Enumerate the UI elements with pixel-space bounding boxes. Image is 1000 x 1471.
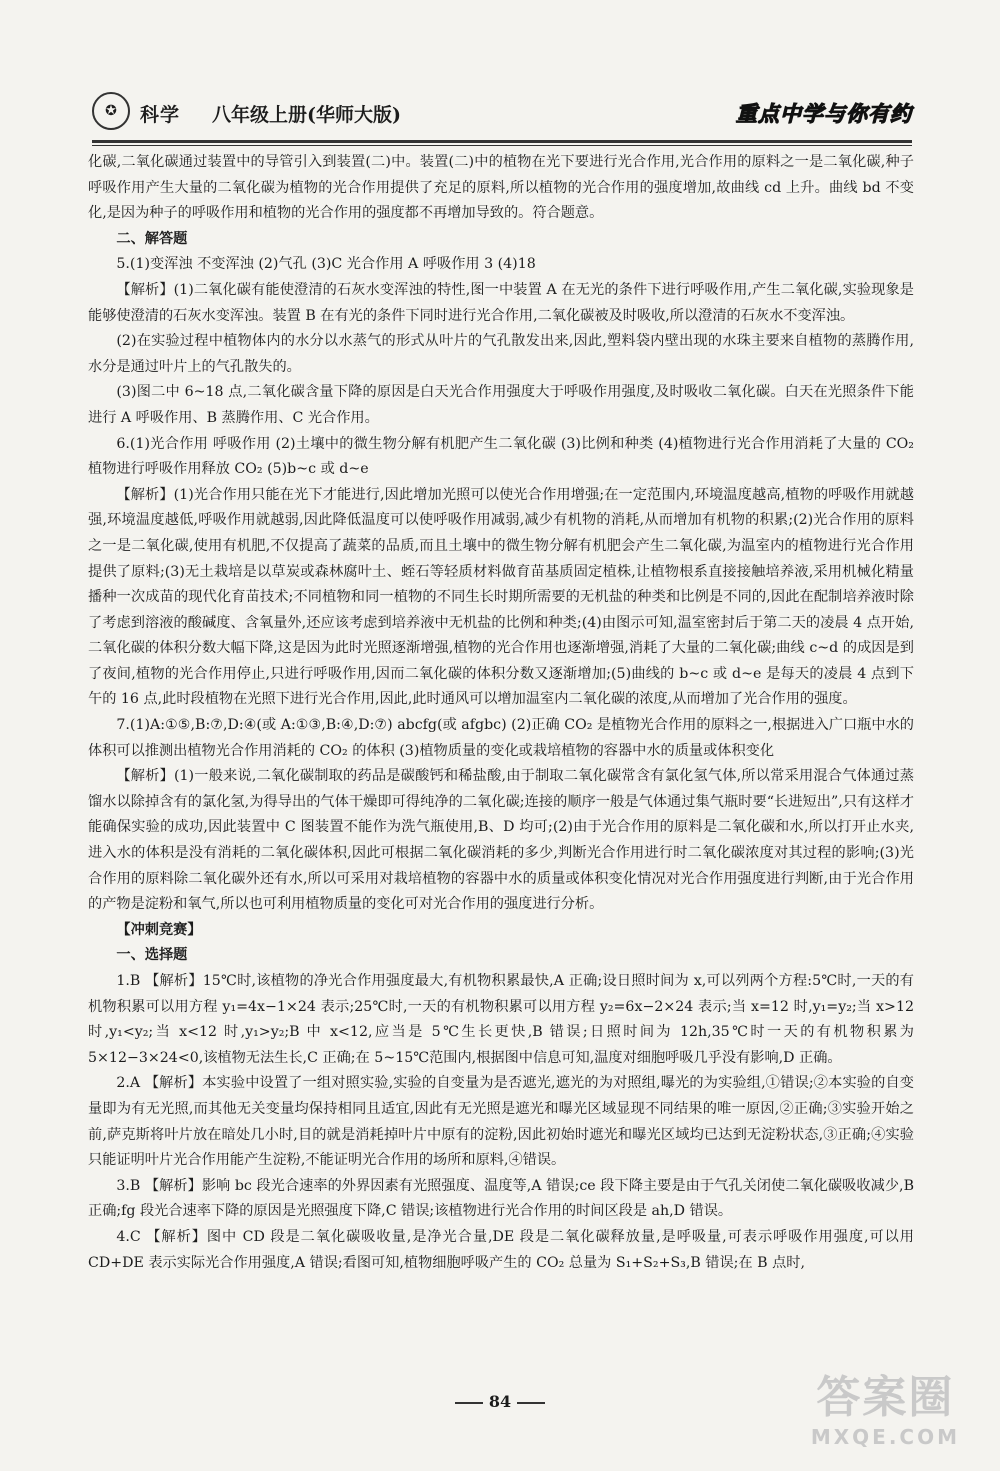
grade-title: 八年级上册(华师大版) [212,104,401,126]
ornament-right [517,1402,545,1404]
paragraph: 【解析】(1)二氧化碳有能使澄清的石灰水变浑浊的特性,图一中装置 A 在无光的条件下进行呼吸作用,产生二氧化碳,实验现象是能够使澄清的石灰水变浑浊。装置 B 在有光的条件下同时进行光合作用,二氧化碳被及时吸收,所以澄清的石灰水不变浑浊。 [88,281,914,324]
paragraph: 4.C 【解析】图中 CD 段是二氧化碳吸收量,是净光合量,DE 段是二氧化碳释放量,是呼吸量,可表示呼吸作用强度,可以用 CD+DE 表示实际光合作用强度,A 错误;看图可知,植物细胞呼吸产生的 CO₂ 总量为 S₁+S₂+S₃,B 错误;在 B 点时, [88,1228,914,1271]
paragraph: 7.(1)A:①⑤,B:⑦,D:④(或 A:①③,B:④,D:⑦) abcfg(或 afgbc) (2)正确 CO₂ 是植物光合作用的原料之一,根据进入广口瓶中水的体积可以推测出植物光合作用消耗的 CO₂ 的体积 (3)植物质量的变化或栽培植物的容器中水的质量或体积变化 [88,717,914,759]
watermark-main: 答案圈 [816,1372,955,1423]
paragraph: 1.B 【解析】15℃时,该植物的净光合作用强度最大,有机物积累最快,A 正确;设日照时间为 x,可以列两个方程:5℃时,一天的有机物积累可以用方程 y₁=4x−1×24 表示;25℃时,一天的有机物积累可以用方程 y₂=6x−2×24 表示;当 x=12 时,y₁=y₂;当 x>12 时,y₁<y₂;当 x<12 时,y₁>y₂;B 中 x<12,应当是 5℃生长更快,B 错误;日照时间为 12h,35℃时一天的有机物积累为 5×12−3×24<0,该植物无法生长,C 正确;在 5~15℃范围内,根据图中信息可知,温度对细胞呼吸几乎没有影响,D 正确。 [88,973,914,1066]
paragraph: 【冲刺竞赛】 [116,921,202,938]
school-logo-icon: ✪ [92,92,130,130]
ornament-left [455,1402,483,1404]
page-number [440,1392,560,1411]
paragraph: 化碳,二氧化碳通过装置中的导管引入到装置(二)中。装置(二)中的植物在光下要进行光合作用,光合作用的原料之一是二氧化碳,种子呼吸作用产生大量的二氧化碳为植物的光合作用提供了充足的原料,所以植物的光合作用的强度增加,故曲线 cd 上升。曲线 bd 不变化,是因为种子的呼吸作用和植物的光合作用的强度都不再增加导致的。符合题意。 [88,154,914,222]
paragraph: 5.(1)变浑浊 不变浑浊 (2)气孔 (3)C 光合作用 A 呼吸作用 3 (4)18 [116,256,536,273]
page-header [92,92,912,136]
paragraph: 3.B 【解析】影响 bc 段光合速率的外界因素有光照强度、温度等,A 错误;ce 段下降主要是由于气孔关闭使二氧化碳吸收减少,B 正确;fg 段光合速率下降的原因是光照强度下降,C 错误;该植物进行光合作用的时间区段是 ah,D 错误。 [88,1177,914,1220]
paragraph: 【解析】(1)一般来说,二氧化碳制取的药品是碳酸钙和稀盐酸,由于制取二氧化碳常含有氯化氢气体,所以常采用混合气体通过蒸馏水以除掉含有的氯化氢,为得导出的气体干燥即可得纯净的二氧化碳;连接的顺序一般是气体通过集气瓶时要“长进短出”,只有这样才能确保实验的成功,因此装置中 C 图装置不能作为洗气瓶使用,B、D 均可;(2)由于光合作用的原料是二氧化碳和水,所以打开止水夹,进入水的体积是没有消耗的二氧化碳体积,因此可根据二氧化碳消耗的多少,判断光合作用进行时二氧化碳浓度对其过程的影响;(3)光合作用的原料除二氧化碳外还有水,所以可采用对栽培植物的容器中水的质量或体积变化情况对光合作用强度进行判断,由于光合作用的产物是淀粉和氧气,所以也可利用植物质量的变化可对光合作用的强度进行分析。 [88,768,914,913]
watermark [811,1361,960,1449]
page-number-text: 84 [488,1392,512,1411]
paragraph: (2)在实验过程中植物体内的水分以水蒸气的形式从叶片的气孔散发出来,因此,塑料袋内壁出现的水珠主要来自植物的蒸腾作用,水分是通过叶片上的气孔散失的。 [88,333,914,375]
answer-content [88,150,914,1276]
header-rule-thin [92,145,912,146]
paragraph: 【解析】(1)光合作用只能在光下才能进行,因此增加光照可以使光合作用增强;在一定范围内,环境温度越高,植物的呼吸作用就越强,环境温度越低,呼吸作用就越弱,因此降低温度可以使呼吸作用减弱,减少有机物的消耗,从而增加有机物的积累;(2)光合作用的原料之一是二氧化碳,使用有机肥,不仅提高了蔬菜的品质,而且土壤中的微生物分解有机肥会产生二氧化碳,为温室内的植物进行光合作用提供了原料;(3)无土栽培是以草炭或森林腐叶土、蛭石等轻质材料做育苗基质固定植株,让植物根系直接接触培养液,采用机械化精量播种一次成苗的现代化育苗技术;不同植物和同一植物的不同生长时期所需要的无机盐的种类和比例是不同的,因此在配制培养液时除了考虑到溶液的酸碱度、含氧量外,还应该考虑到培养液中无机盐的比例和种类;(4)由图示可知,温室密封后于第二天的凌晨 4 点开始,二氧化碳的体积分数大幅下降,这是因为此时光照逐渐增强,植物的光合作用也逐渐增强,消耗了大量的二氧化碳;曲线 c~d 的成因是到了夜间,植物的光合作用停止,只进行呼吸作用,因而二氧化碳的体积分数又逐渐增加;(5)曲线的 b~c 或 d~e 是每天的凌晨 4 点到下午的 16 点,此时段植物在光照下进行光合作用,因此,此时通风可以增加温室内二氧化碳的浓度,从而增加了光合作用的强度。 [88,486,914,708]
subject-title: 科学 [140,104,181,126]
paragraph: (3)图二中 6~18 点,二氧化碳含量下降的原因是白天光合作用强度大于呼吸作用强度,及时吸收二氧化碳。白天在光照条件下能进行 A 呼吸作用、B 蒸腾作用、C 光合作用。 [88,384,914,426]
paragraph: 一、选择题 [116,947,188,964]
header-rule [92,140,912,143]
brand-title: 重点中学与你有约 [736,101,912,126]
paragraph: 2.A 【解析】本实验中设置了一组对照实验,实验的自变量为是否遮光,遮光的为对照组,曝光的为实验组,①错误;②本实验的自变量即为有无光照,而其他无关变量均保持相同且适宜,因此有无光照是遮光和曝光区域显现不同结果的唯一原因,②正确;③实验开始之前,萨克斯将叶片放在暗处几小时,目的就是消耗掉叶片中原有的淀粉,因此初始时遮光和曝光区域均已达到无淀粉状态,③正确;④实验只能证明叶片光合作用能产生淀粉,不能证明光合作用的场所和原料,④错误。 [88,1075,914,1169]
watermark-domain: MXQE.COM [810,1425,960,1449]
paragraph: 6.(1)光合作用 呼吸作用 (2)土壤中的微生物分解有机肥产生二氧化碳 (3)比例和种类 (4)植物进行光合作用消耗了大量的 CO₂ 植物进行呼吸作用释放 CO₂ (5)b~c 或 d~e [88,435,914,478]
paragraph: 二、解答题 [116,230,188,247]
